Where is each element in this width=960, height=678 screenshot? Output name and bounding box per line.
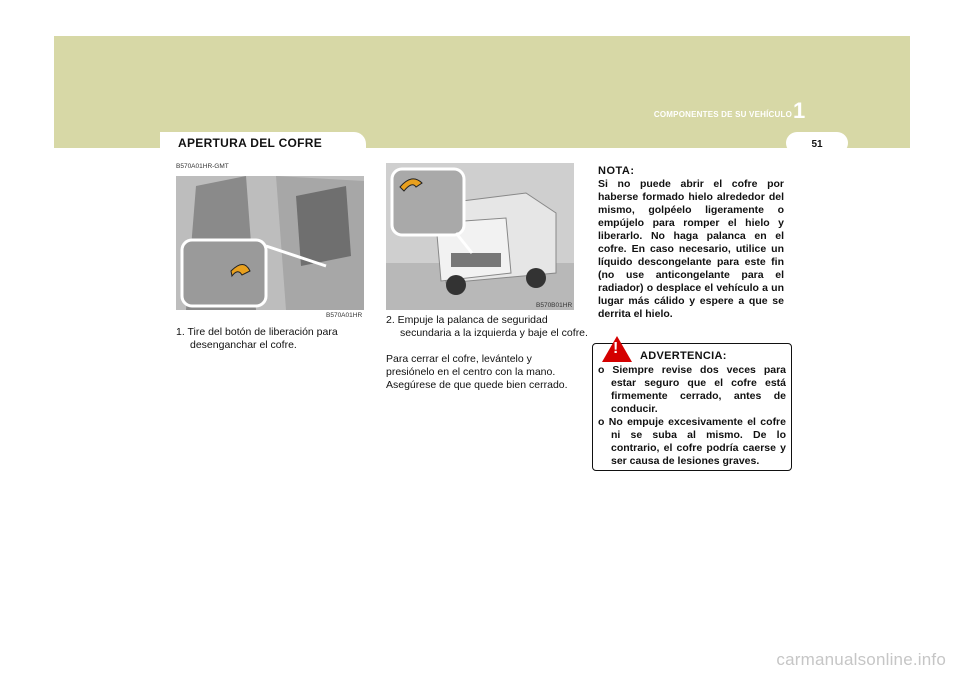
figure-1-code: B570A01HR	[326, 312, 363, 319]
figure-hood-release	[176, 176, 364, 310]
warning-title: ADVERTENCIA:	[640, 350, 727, 362]
section-tab	[160, 132, 366, 154]
figure-2-code: B570B01HR	[536, 302, 573, 309]
warning-item-1: o Siempre revise dos veces para estar seguro que el cofre está firmemente cerrado, antes de conducir.	[598, 364, 786, 415]
page-number: 51	[786, 132, 848, 154]
section-title: APERTURA DEL COFRE	[178, 136, 323, 150]
figure-hood-release-drawing	[176, 176, 364, 310]
step-1: 1. Tire del botón de liberación para desenganchar el cofre.	[176, 326, 338, 351]
nota-title: NOTA:	[598, 165, 635, 177]
chapter-number: 1	[793, 98, 806, 123]
nota-body: Si no puede abrir el cofre por haberse formado hielo alrededor del mismo, golpéelo ligeramente o empújelo para romper el hielo y liberarlo. No haga palanca en el cofre. En caso necesario, utilice un líquido descongelante para este fin (no use anticongelante para el radiador) o desplace el vehículo a un lugar más cálido y espere a que se derrita el hielo.	[598, 178, 784, 320]
warning-list	[598, 364, 786, 468]
figure-safety-lever	[386, 163, 574, 310]
warning-item-2: o No empuje excesivamente el cofre ni se suba al mismo. De lo contrario, el cofre podría caerse y ser causa de lesiones graves.	[598, 416, 786, 467]
watermark: carmanualsonline.info	[776, 650, 946, 669]
step-2: 2. Empuje la palanca de seguridad secundaria a la izquierda y baje el cofre.	[386, 314, 588, 339]
warning-mark: !	[613, 340, 619, 357]
figure-safety-lever-drawing	[386, 163, 574, 310]
chapter-title: COMPONENTES DE SU VEHÍCULO	[653, 110, 792, 119]
section-code: B570A01HR-GMT	[176, 163, 229, 170]
close-instructions: Para cerrar el cofre, levántelo y presiónelo en el centro con la mano. Asegúrese de que quede bien cerrado.	[386, 353, 568, 391]
